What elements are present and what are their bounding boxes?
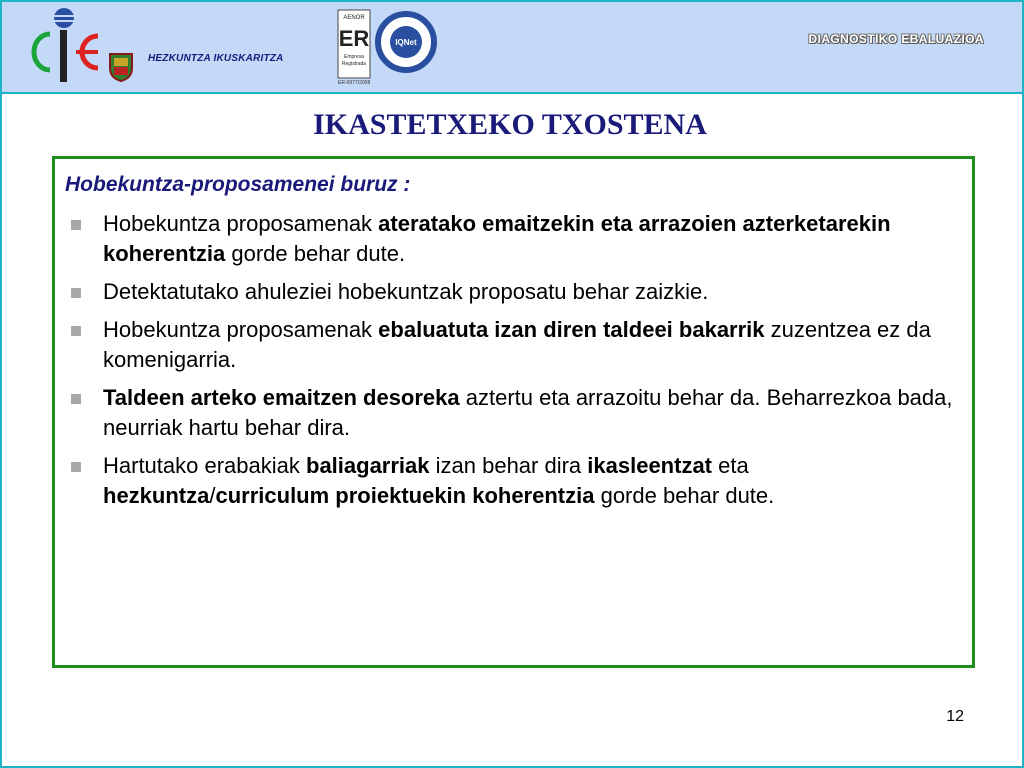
slide-title: IKASTETXEKO TXOSTENA [313,108,707,141]
text: eta [712,453,749,478]
text: gorde behar dute. [225,241,406,266]
text: / [209,483,216,508]
svg-text:Registrada: Registrada [341,61,367,67]
text: zuzentzea ez da komenigarria. [103,317,931,372]
certification-logos-icon [336,8,440,86]
text: Hartutako erabakiak [103,453,306,478]
svg-text:ER: ER [338,26,370,51]
text: Detektatutako ahuleziei hobekuntzak proposatu behar zaizkie. [103,279,709,304]
bold-text: hezkuntza [103,483,210,508]
square-bullet-icon [71,394,81,404]
text: Hobekuntza proposamenak [103,211,379,236]
square-bullet-icon [71,326,81,336]
bold-text: ateratako emaitzekin eta arrazoien azterketarekin koherentzia [103,211,891,266]
header-right-label: DIAGNOSTIKO EBALUAZIOA [808,32,984,46]
bullet-list [65,209,965,519]
bold-text: baliagarriak [306,453,430,478]
ie-logo-icon [28,6,108,88]
square-bullet-icon [71,288,81,298]
svg-text:AENOR: AENOR [343,15,365,21]
bullet-item [65,383,965,443]
page-number: 12 [946,708,964,725]
svg-text:Empresa: Empresa [343,54,365,60]
bold-text: curriculum proiektuekin koherentzia [215,483,595,508]
bold-text: Taldeen arteko emaitzen desoreka [103,385,460,410]
text: izan behar dira [429,453,588,478]
square-bullet-icon [71,220,81,230]
bullet-item [65,315,965,375]
certification-code: ER-0977/2008 [338,80,371,86]
header-banner [2,2,1022,94]
coat-of-arms-icon [108,52,134,82]
bullet-item [65,451,965,511]
bullet-item [65,277,965,307]
svg-text:IQNet: IQNet [395,38,417,47]
text: Hobekuntza proposamenak [103,317,379,342]
section-subtitle: Hobekuntza-proposamenei buruz : [65,173,411,196]
text: gorde behar dute. [594,483,775,508]
bold-text: ikasleentzat [587,453,713,478]
square-bullet-icon [71,462,81,472]
content-box [52,156,975,668]
bullet-item [65,209,965,269]
text: aztertu eta arrazoitu behar da. Beharrezkoa bada, neurriak hartu behar dira. [103,385,953,440]
org-name: HEZKUNTZA IKUSKARITZA [148,53,284,64]
bold-text: ebaluatuta izan diren taldeei bakarrik [378,317,765,342]
